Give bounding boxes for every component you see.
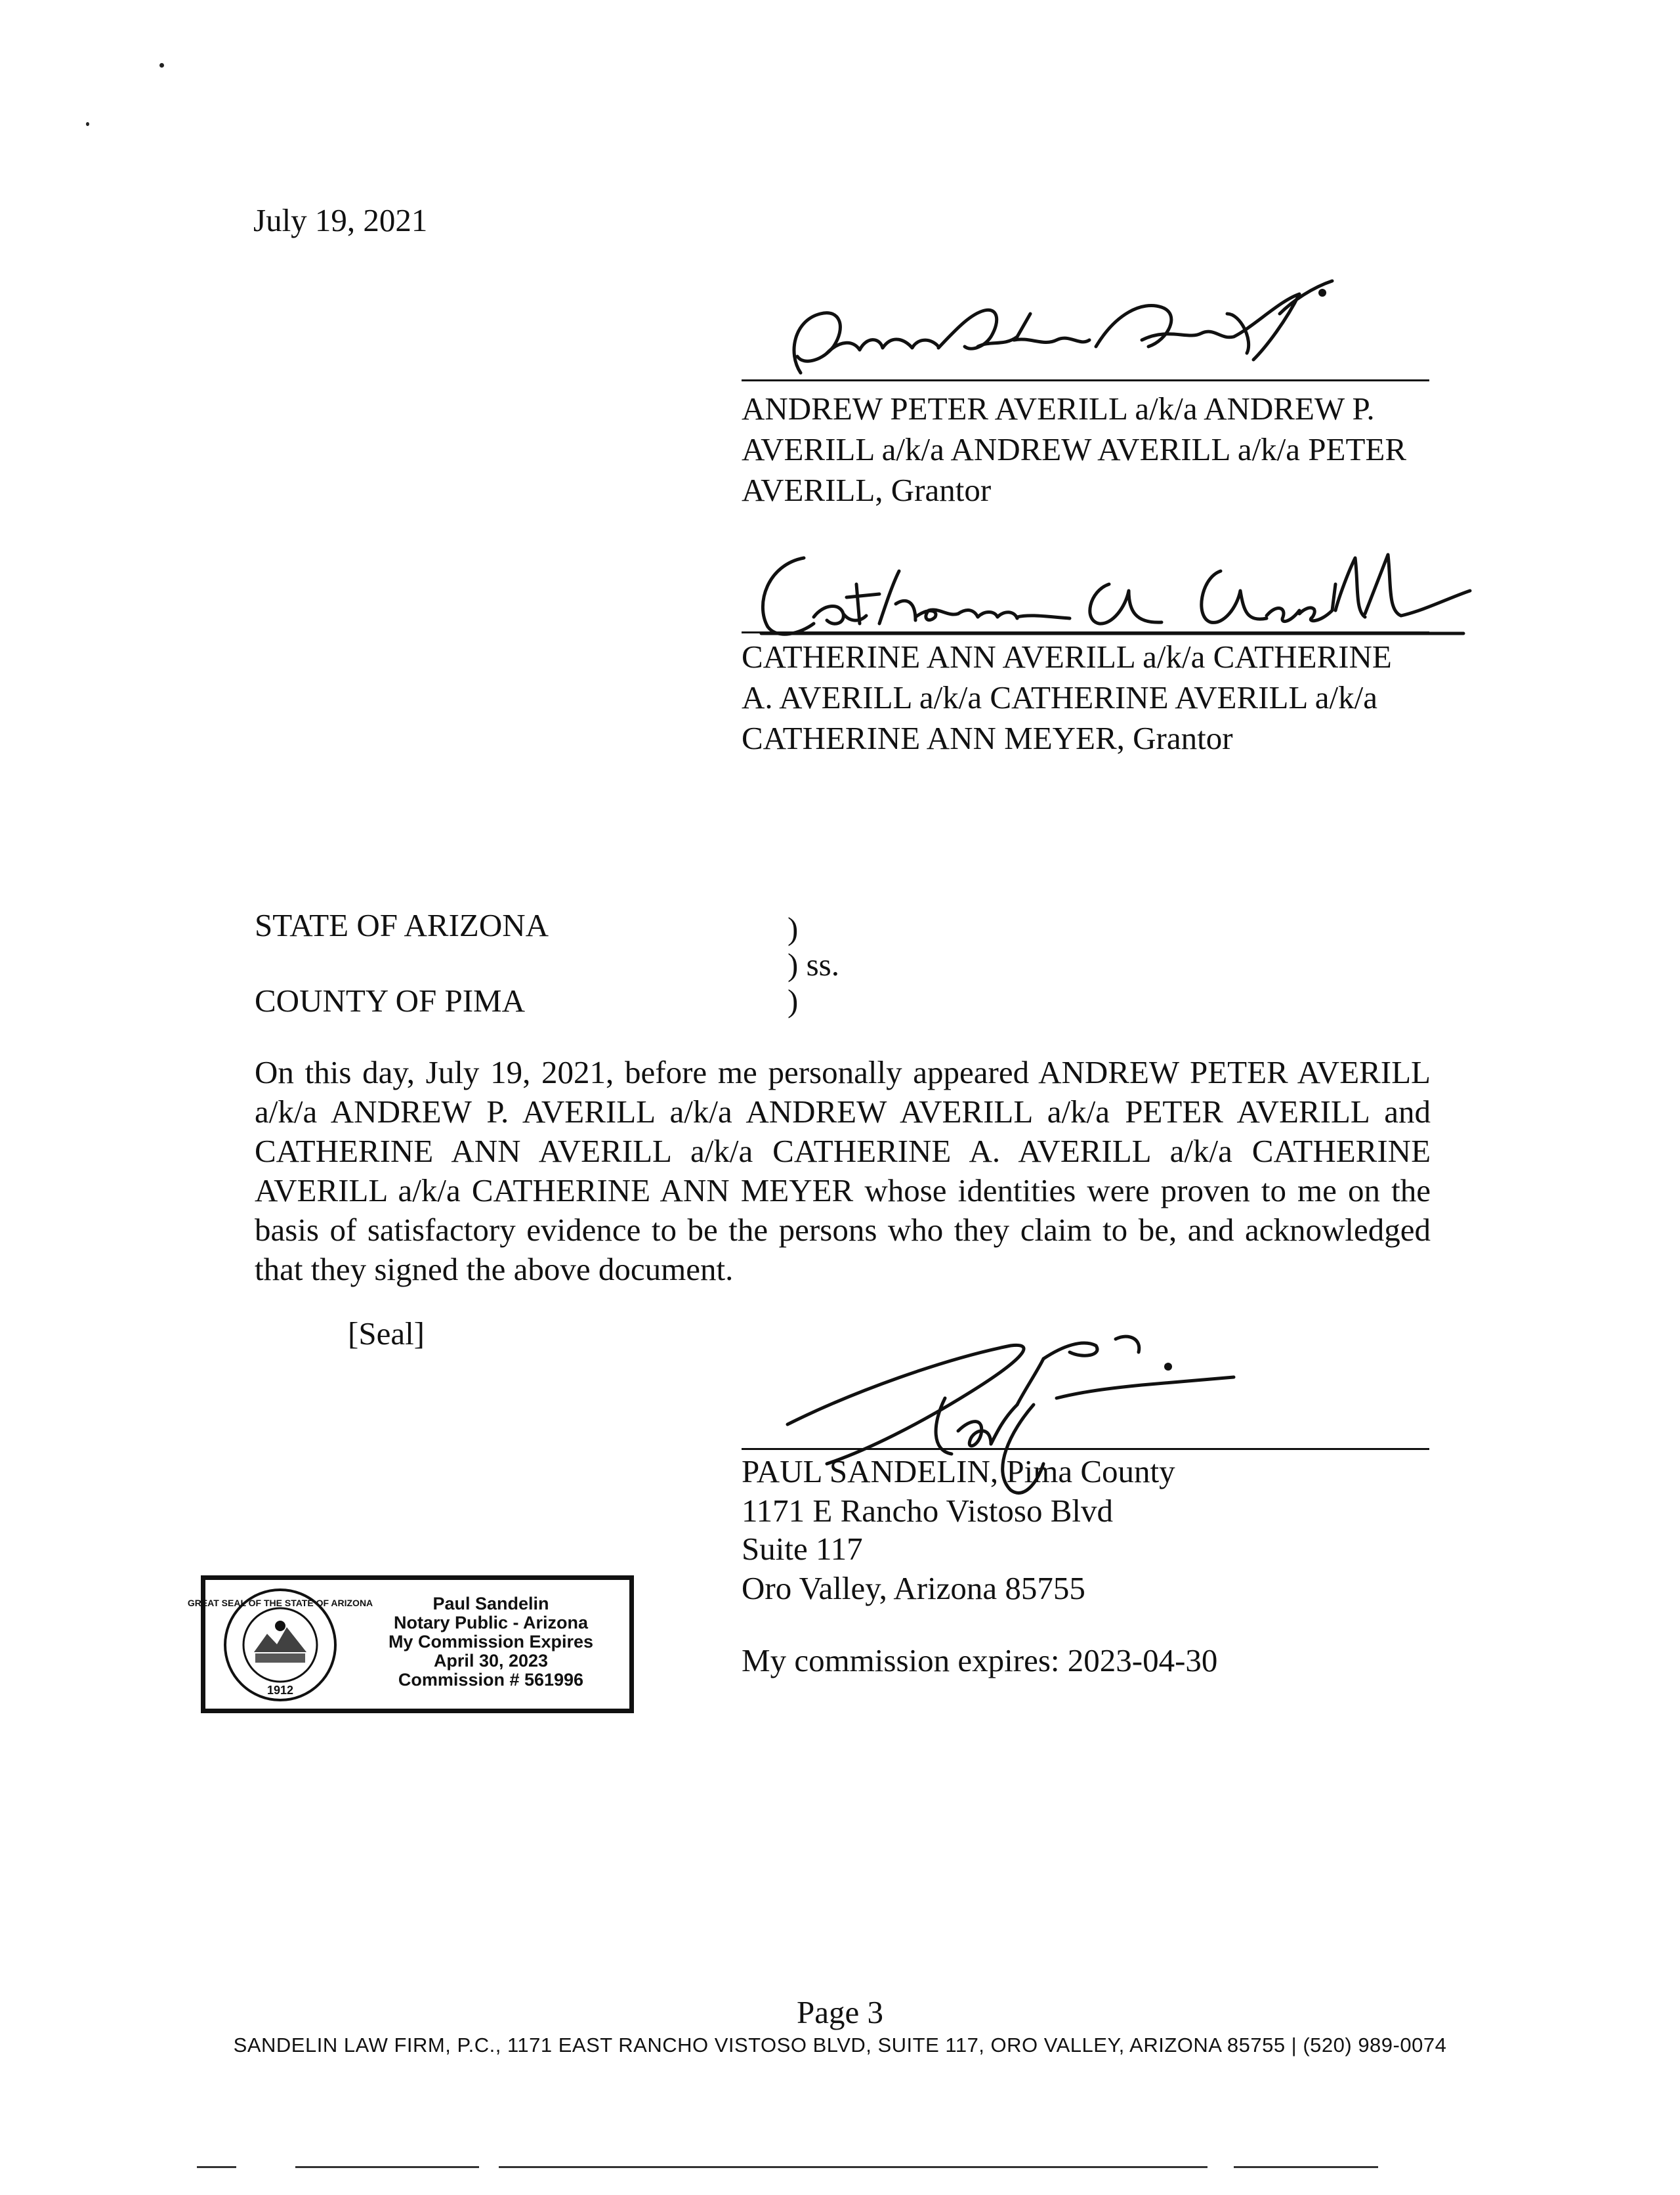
scan-speck bbox=[159, 63, 164, 68]
acknowledgment-line: that they signed the above document. bbox=[255, 1251, 734, 1287]
notary-name: PAUL SANDELIN, Pima County bbox=[742, 1453, 1175, 1489]
notary-commission-expires: My commission expires: 2023-04-30 bbox=[742, 1642, 1218, 1678]
notary-address-line: Oro Valley, Arizona 85755 bbox=[742, 1570, 1085, 1606]
grantor2-signature-line bbox=[742, 631, 1429, 633]
notary-address-line: Suite 117 bbox=[742, 1531, 863, 1567]
grantor1-signature-line bbox=[742, 379, 1429, 381]
scan-edge-mark bbox=[1234, 2166, 1378, 2168]
stamp-line: Notary Public - Arizona bbox=[393, 1613, 589, 1632]
acknowledgment-paragraph bbox=[255, 1053, 1431, 1289]
seal-label: [Seal] bbox=[348, 1315, 425, 1352]
acknowledgment-line: CATHERINE ANN AVERILL a/k/a CATHERINE A. AVERILL a/k/a CATHERINE bbox=[255, 1133, 1431, 1169]
stamp-line: Commission # 561996 bbox=[398, 1670, 584, 1690]
scan-edge-mark bbox=[295, 2166, 479, 2168]
grantor1-line: AVERILL a/k/a ANDREW AVERILL a/k/a PETER bbox=[742, 431, 1407, 467]
grantor2-line: CATHERINE ANN AVERILL a/k/a CATHERINE bbox=[742, 639, 1392, 675]
grantor2-name-block bbox=[742, 637, 1431, 759]
acknowledgment-line: AVERILL a/k/a CATHERINE ANN MEYER whose identities were proven to me on the bbox=[255, 1172, 1431, 1208]
stamp-line: My Commission Expires bbox=[388, 1632, 594, 1652]
grantor2-line: CATHERINE ANN MEYER, Grantor bbox=[742, 720, 1233, 756]
venue-state: STATE OF ARIZONA bbox=[255, 907, 549, 943]
grantor1-line: AVERILL, Grantor bbox=[742, 472, 992, 508]
stamp-text-block bbox=[360, 1594, 622, 1690]
stamp-line: Paul Sandelin bbox=[432, 1594, 549, 1613]
acknowledgment-line: On this day, July 19, 2021, before me personally appeared ANDREW PETER AVERILL bbox=[255, 1054, 1431, 1090]
notary-address-line: 1171 E Rancho Vistoso Blvd bbox=[742, 1493, 1114, 1529]
scan-edge-mark bbox=[499, 2166, 1208, 2168]
grantor2-signature bbox=[742, 545, 1483, 643]
law-firm-footer: SANDELIN LAW FIRM, P.C., 1171 EAST RANCHO VISTOSO BLVD, SUITE 117, ORO VALLEY, ARIZONA 85755 | (520) 989-0074 bbox=[233, 2034, 1447, 2056]
grantor2-line: A. AVERILL a/k/a CATHERINE AVERILL a/k/a bbox=[742, 679, 1377, 715]
arizona-seal-icon bbox=[187, 1587, 373, 1703]
venue-paren: ) bbox=[788, 983, 799, 1019]
scan-edge-mark bbox=[197, 2166, 236, 2168]
acknowledgment-line: a/k/a ANDREW P. AVERILL a/k/a ANDREW AVERILL a/k/a PETER AVERILL and bbox=[255, 1094, 1431, 1130]
grantor1-signature bbox=[742, 274, 1437, 379]
acknowledgment-line: basis of satisfactory evidence to be the persons who they claim to be, and acknowledged bbox=[255, 1212, 1431, 1248]
seal-year: 1912 bbox=[266, 1684, 294, 1697]
seal-ring-text: GREAT SEAL OF THE STATE OF ARIZONA bbox=[187, 1598, 373, 1608]
grantor1-name-block bbox=[742, 389, 1431, 511]
venue-county: COUNTY OF PIMA bbox=[255, 983, 526, 1019]
notary-signature-line bbox=[742, 1448, 1429, 1450]
grantor1-line: ANDREW PETER AVERILL a/k/a ANDREW P. bbox=[742, 391, 1375, 427]
scan-speck bbox=[86, 122, 89, 126]
venue-ss: ) ss. bbox=[788, 947, 839, 983]
notary-stamp bbox=[187, 1575, 634, 1713]
page-number: Page 3 bbox=[797, 1994, 883, 2030]
venue-paren: ) bbox=[788, 910, 799, 947]
document-date: July 19, 2021 bbox=[253, 202, 428, 238]
stamp-line: April 30, 2023 bbox=[433, 1651, 549, 1671]
